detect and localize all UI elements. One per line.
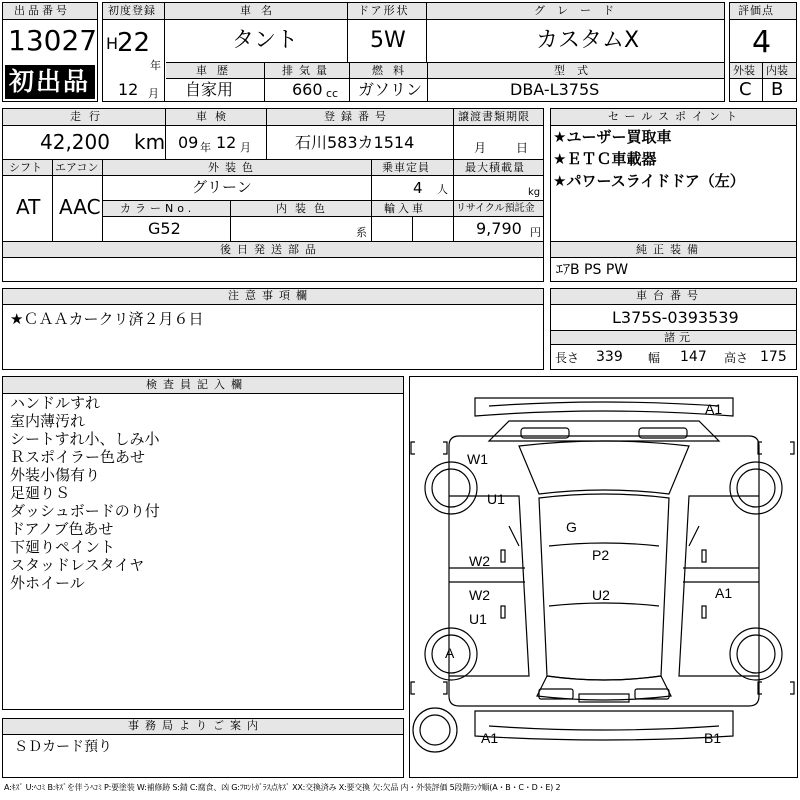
mileage-label: 走行 bbox=[70, 110, 108, 123]
model: DBA-L375S bbox=[510, 80, 600, 99]
lot-number-label: 出品番号 bbox=[14, 4, 70, 17]
damage-mark: W2 bbox=[469, 587, 490, 603]
shift-label: シフト bbox=[9, 161, 42, 174]
inspector-line: ハンドルすれ bbox=[10, 394, 101, 412]
inspector-line: ダッシュボードのり付 bbox=[10, 502, 160, 520]
recycle-unit: 円 bbox=[530, 226, 541, 239]
height-label: 高さ bbox=[724, 351, 749, 365]
door-label: ドア形状 bbox=[358, 4, 410, 17]
car-name-label: 車名 bbox=[240, 4, 282, 17]
color-no-label: カラーNo. bbox=[120, 202, 196, 215]
interior-grade: B bbox=[771, 79, 784, 100]
selling-point-item: ★ユーザー買取車 bbox=[553, 128, 672, 146]
history: 自家用 bbox=[185, 80, 234, 99]
mileage: 42,200 bbox=[40, 130, 110, 154]
chassis-number: L375S-0393539 bbox=[612, 308, 739, 327]
grade-label: グレード bbox=[534, 4, 626, 17]
damage-mark: G bbox=[566, 519, 577, 535]
damage-mark: P2 bbox=[592, 547, 610, 563]
length-value: 339 bbox=[596, 349, 623, 365]
selling-point-item: ★パワースライドドア（左） bbox=[553, 172, 745, 190]
damage-mark: A1 bbox=[705, 401, 723, 417]
inspector-label: 検査員記入欄 bbox=[146, 378, 248, 391]
load-label: 最大積載量 bbox=[465, 161, 525, 174]
selling-points-label: セールスポイント bbox=[608, 110, 744, 123]
damage-mark: U1 bbox=[487, 491, 505, 507]
capacity: 4 bbox=[413, 179, 423, 197]
legend-text: A:ｷｽﾞ U:ﾍｺﾐ B:ｷｽﾞを伴うﾍｺﾐ P:要塗装 W:補修跡 S:錆 C:腐食、凶 G:ﾌﾛﾝﾄｶﾞﾗｽ点ｷｽﾞ XX:交換済み X:要交換 欠:欠品 内・外装評価 5段階ﾗﾝｸ順(A・B・C・D・E) 2 bbox=[4, 783, 561, 792]
shift: AT bbox=[16, 195, 41, 219]
capacity-unit: 人 bbox=[437, 183, 448, 196]
inspector-line: 外装小傷有り bbox=[10, 466, 101, 484]
inspector-line: Ｒスポイラー色あせ bbox=[10, 448, 146, 466]
exterior-grade: C bbox=[739, 79, 752, 100]
inspector-line: シートすれ小、しみ小 bbox=[10, 430, 160, 448]
damage-mark: A1 bbox=[715, 585, 733, 601]
equipment-value: ｴｱB PS PW bbox=[556, 262, 629, 278]
inspector-line: スタッドレスタイヤ bbox=[10, 556, 145, 574]
office-value: ＳＤカード預り bbox=[14, 739, 112, 755]
notes-label: 注意事項欄 bbox=[228, 289, 313, 302]
damage-mark: B1 bbox=[704, 730, 722, 746]
inspector-line: 下廻りペイント bbox=[10, 538, 116, 556]
reg-year: 22 bbox=[117, 28, 151, 58]
displacement-label: 排気量 bbox=[282, 64, 333, 77]
aircon-label: エアコン bbox=[55, 161, 99, 174]
damage-mark: W1 bbox=[467, 451, 488, 467]
score: 4 bbox=[752, 25, 772, 60]
grade: カスタムX bbox=[536, 28, 640, 53]
plate-number: 石川583カ1514 bbox=[295, 133, 415, 152]
inspector-line: ドアノブ色あせ bbox=[10, 520, 114, 538]
capacity-label: 乗車定員 bbox=[382, 161, 430, 174]
transfer-day-unit: 日 bbox=[516, 141, 529, 155]
first-reg-label: 初度登録 bbox=[108, 4, 156, 17]
plate-label: 登録番号 bbox=[324, 110, 392, 123]
damage-mark: A bbox=[445, 645, 455, 661]
inspector-line: 足廻りＳ bbox=[10, 484, 71, 502]
transfer-month-unit: 月 bbox=[474, 141, 487, 155]
color-no: G52 bbox=[148, 219, 181, 238]
exterior-label: 外装 bbox=[733, 64, 755, 77]
selling-point-item: ★ＥＴＣ車載器 bbox=[553, 150, 657, 168]
chassis-label: 車台番号 bbox=[636, 289, 704, 302]
history-label: 車歴 bbox=[196, 64, 238, 77]
fuel: ガソリン bbox=[358, 80, 423, 99]
inspector-line: 外ホイール bbox=[10, 574, 85, 592]
transfer-label: 譲渡書類期限 bbox=[458, 110, 530, 123]
door-type: 5W bbox=[370, 28, 406, 53]
damage-mark: W2 bbox=[469, 553, 490, 569]
inspection-month-unit: 月 bbox=[240, 141, 251, 154]
interior-color-label: 内装色 bbox=[276, 202, 333, 215]
displacement-unit: cc bbox=[326, 87, 339, 100]
color-label: 外装色 bbox=[208, 161, 259, 174]
recycle-fee: 9,790 bbox=[476, 219, 522, 238]
height-value: 175 bbox=[760, 349, 787, 365]
damage-mark: U2 bbox=[592, 587, 610, 603]
office-label: 事務局よりご案内 bbox=[128, 719, 264, 732]
car-name: タント bbox=[232, 28, 299, 53]
notes-value: ★ＣＡＡカークリ済２月６日 bbox=[10, 310, 204, 328]
car-damage-map bbox=[409, 376, 798, 778]
first-listing-text: 初出品 bbox=[9, 67, 91, 96]
dims-label: 諸元 bbox=[664, 331, 694, 344]
import-label: 輸入車 bbox=[384, 202, 426, 215]
width-label: 幅 bbox=[648, 351, 661, 365]
damage-mark: A1 bbox=[481, 730, 499, 746]
displacement: 660 bbox=[292, 80, 323, 99]
inspection-month: 12 bbox=[216, 133, 237, 152]
inspector-line: 室内薄汚れ bbox=[10, 412, 86, 430]
inspection-label: 車検 bbox=[196, 110, 234, 123]
fuel-label: 燃料 bbox=[372, 64, 414, 77]
lot-number: 13027 bbox=[8, 24, 98, 57]
score-label: 評価点 bbox=[738, 4, 774, 17]
interior-label: 内装 bbox=[766, 64, 788, 77]
width-value: 147 bbox=[680, 349, 707, 365]
reg-year-unit: 年 bbox=[150, 59, 161, 72]
damage-mark: U1 bbox=[469, 611, 487, 627]
reg-month-unit: 月 bbox=[148, 87, 159, 100]
equipment-label: 純正装備 bbox=[636, 243, 704, 256]
reg-month: 12 bbox=[118, 80, 139, 99]
era: H bbox=[106, 34, 119, 53]
length-label: 長さ bbox=[555, 351, 580, 365]
exterior-color: グリーン bbox=[192, 178, 252, 196]
model-label: 型式 bbox=[554, 64, 600, 77]
aircon: AAC bbox=[59, 195, 101, 219]
mileage-unit: km bbox=[134, 130, 166, 154]
recycle-label: リサイクル預託金 bbox=[456, 203, 535, 214]
later-parts-label: 後日発送部品 bbox=[220, 243, 322, 256]
inspection-year-unit: 年 bbox=[200, 141, 211, 154]
interior-color-unit: 系 bbox=[356, 226, 367, 239]
load-unit: kg bbox=[528, 187, 541, 198]
inspection-year: 09 bbox=[178, 133, 199, 152]
